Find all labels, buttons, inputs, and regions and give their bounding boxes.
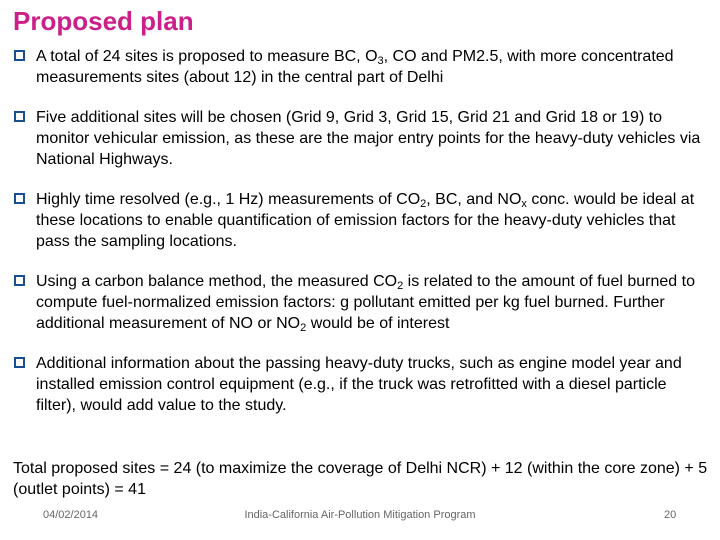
- slide-title: Proposed plan: [13, 6, 194, 36]
- bullet-text: Five additional sites will be chosen (Grid 9, Grid 3, Grid 15, Grid 21 and Grid 18 or 19) to monitor vehicular emission, as these are the major entry points for the heavy-duty vehicles via National Highways.: [36, 109, 701, 168]
- bullet-text: Additional information about the passing heavy-duty trucks, such as engine model year and installed emission control equipment (e.g., if the truck was retrofitted with a diesel particle filter), would add value to the study.: [36, 355, 682, 414]
- bullet-item: [13, 353, 709, 416]
- summary-text: Total proposed sites = 24 (to maximize the coverage of Delhi NCR) + 12 (within the core zone) + 5 (outlet points) = 41: [13, 460, 708, 498]
- bullet-list: [13, 46, 709, 416]
- checkbox-bullet-icon: [14, 357, 25, 368]
- checkbox-bullet-icon: [14, 275, 25, 286]
- footer-program-name: India-California Air-Pollution Mitigation Program: [244, 509, 476, 521]
- checkbox-bullet-icon: [14, 111, 25, 122]
- checkbox-bullet-icon: [14, 193, 25, 204]
- bullet-item: [13, 189, 709, 252]
- bullet-item: [13, 107, 709, 170]
- bullet-text: A total of 24 sites is proposed to measure BC, $O_3$, CO and PM2.5, with more concentrated measurements sites (about 12) in the central part of Delhi: [36, 48, 674, 86]
- bullet-item: [13, 271, 709, 334]
- slide-number: 20: [664, 509, 677, 521]
- bullet-text: Highly time resolved (e.g., 1 Hz) measurements of $CO_2$, BC, and $NO_x$ conc. would be ideal at these locations to enable quantification of emission factors for the heavy-duty vehicles that pass the sampling locations.: [36, 191, 695, 250]
- bullet-item: [13, 46, 709, 88]
- footer-date: 04/02/2014: [43, 509, 99, 521]
- checkbox-bullet-icon: [14, 50, 25, 61]
- bullet-text: Using a carbon balance method, the measured $CO_2$ is related to the amount of fuel burned to compute fuel-normalized emission factors: g pollutant emitted per kg fuel burned. Further additional measurement of NO or $NO_2$ would be of interest: [36, 273, 695, 334]
